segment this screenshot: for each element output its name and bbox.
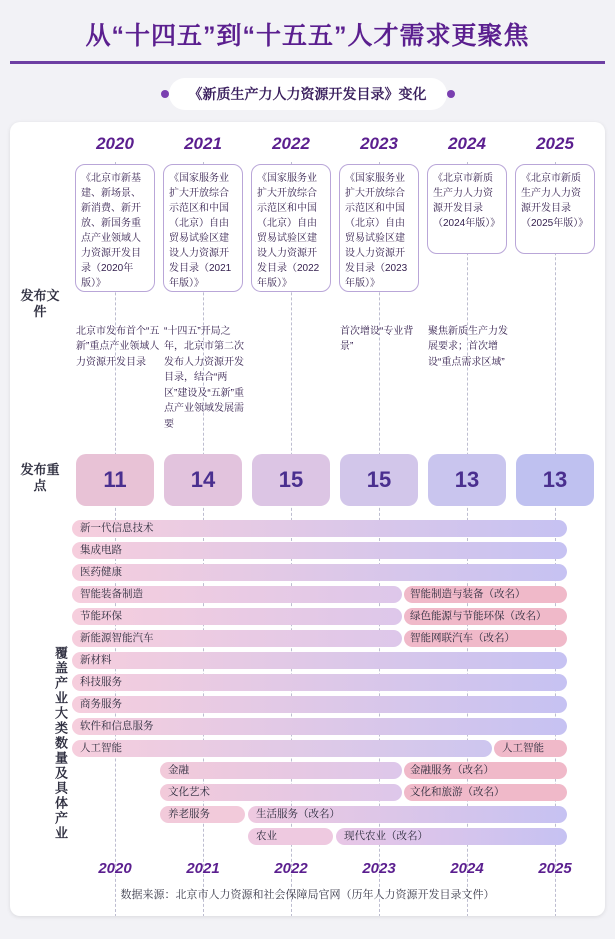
year-header-2022: 2022 — [272, 133, 310, 153]
industry-label-2: 集成电路 — [80, 543, 122, 556]
document-box-2022: 《国家服务业扩大开放综合示范区和中国（北京）自由贸易试验区建设人力资源开发目录（2022年版）》 — [251, 164, 331, 292]
industry-label-4-renamed: 智能制造与装备（改名） — [410, 587, 526, 600]
guide-2025 — [555, 162, 556, 916]
industry-label-5-renamed: 绿色能源与节能环保（改名） — [410, 609, 547, 622]
industry-label-5: 节能环保 — [80, 609, 122, 622]
industry-bar-8 — [72, 674, 567, 691]
row-label-focus: 发布重点 — [20, 461, 60, 493]
document-box-2025: 《北京市新质生产力人力资源开发目录（2025年版）》 — [515, 164, 595, 254]
subtitle-container — [0, 78, 615, 110]
industry-bar-9 — [72, 696, 567, 713]
industry-label-1: 新一代信息技术 — [80, 521, 154, 534]
document-box-2020: 《北京市新基建、新场景、新消费、新开放、新国务重点产业领域人力资源开发目录（2020年版）》 — [75, 164, 155, 292]
year-header-2025: 2025 — [536, 133, 574, 153]
guide-2024 — [467, 162, 468, 916]
industry-label-9: 商务服务 — [80, 697, 122, 710]
industry-label-4: 智能装备制造 — [80, 587, 143, 600]
count-pill-2021: 14 — [164, 454, 242, 506]
industry-label-11: 人工智能 — [80, 741, 122, 754]
content-card — [10, 122, 605, 916]
industry-label-12-renamed: 金融服务（改名） — [410, 763, 494, 776]
document-box-2023: 《国家服务业扩大开放综合示范区和中国（北京）自由贸易试验区建设人力资源开发目录（2023年版）》 — [339, 164, 419, 292]
count-pill-2024: 13 — [428, 454, 506, 506]
row-label-industries: 覆盖产业大类数量及具体产业 — [53, 646, 68, 842]
industry-bar-2 — [72, 542, 567, 559]
focus-text-2020: 北京市发布首个“五新”重点产业领域人力资源开发目录 — [76, 325, 160, 368]
industry-label-13: 文化艺术 — [168, 785, 210, 798]
year-footer-2022: 2022 — [274, 859, 308, 877]
year-footer-2020: 2020 — [98, 859, 132, 877]
focus-text-2024: 聚焦新质生产力发展要求；首次增设“重点需求区域” — [428, 325, 508, 368]
year-footer-2025: 2025 — [538, 859, 572, 877]
industry-label-15-renamed: 现代农业（改名） — [344, 829, 428, 842]
count-pill-2023: 15 — [340, 454, 418, 506]
document-box-2021: 《国家服务业扩大开放综合示范区和中国（北京）自由贸易试验区建设人力资源开发目录（2021年版）》 — [163, 164, 243, 292]
year-header-2021: 2021 — [184, 133, 222, 153]
document-box-2024: 《北京市新质生产力人力资源开发目录（2024年版）》 — [427, 164, 507, 254]
data-source-note: 数据来源：北京市人力资源和社会保障局官网（历年人力资源开发目录文件） — [120, 888, 495, 901]
industry-label-11-renamed: 人工智能 — [502, 741, 544, 754]
year-footer-row — [72, 860, 600, 880]
industry-bar-7 — [72, 652, 567, 669]
count-pill-2022: 15 — [252, 454, 330, 506]
industry-label-8: 科技服务 — [80, 675, 122, 688]
year-footer-2021: 2021 — [186, 859, 220, 877]
focus-text-2021: “十四五”开局之年，北京市第二次发布人力资源开发目录，结合“两区”建设及“五新”重点产业领域发展需要 — [164, 325, 244, 430]
year-footer-2023: 2023 — [362, 859, 396, 877]
industry-label-7: 新材料 — [80, 653, 112, 666]
subtitle-text: 《新质生产力人力资源开发目录》变化 — [169, 78, 447, 110]
year-header-row — [72, 134, 600, 160]
industry-label-15: 农业 — [256, 829, 277, 842]
year-header-2024: 2024 — [448, 133, 486, 153]
dot-right-icon — [447, 90, 455, 98]
industry-label-6-renamed: 智能网联汽车（改名） — [410, 631, 515, 644]
industry-label-12: 金融 — [168, 763, 189, 776]
industry-label-14: 养老服务 — [168, 807, 210, 820]
count-pill-2020: 11 — [76, 454, 154, 506]
industry-label-14-renamed: 生活服务（改名） — [256, 807, 340, 820]
title-bar — [10, 14, 605, 64]
industry-label-13-renamed: 文化和旅游（改名） — [410, 785, 505, 798]
industry-bar-3 — [72, 564, 567, 581]
industry-bar-12 — [160, 762, 402, 779]
industry-label-3: 医药健康 — [80, 565, 122, 578]
page-title: 从“十四五”到“十五五”人才需求更聚焦 — [85, 22, 530, 50]
count-pill-2025: 13 — [516, 454, 594, 506]
industry-bar-11 — [72, 740, 492, 757]
focus-text-2023: 首次增设“专业背景” — [340, 325, 414, 353]
year-footer-2024: 2024 — [450, 859, 484, 877]
industry-label-10: 软件和信息服务 — [80, 719, 154, 732]
industry-label-6: 新能源智能汽车 — [80, 631, 154, 644]
year-header-2023: 2023 — [360, 133, 398, 153]
infographic-page — [0, 14, 615, 939]
year-header-2020: 2020 — [96, 133, 134, 153]
dot-left-icon — [161, 90, 169, 98]
row-label-documents: 发布文件 — [20, 287, 60, 319]
